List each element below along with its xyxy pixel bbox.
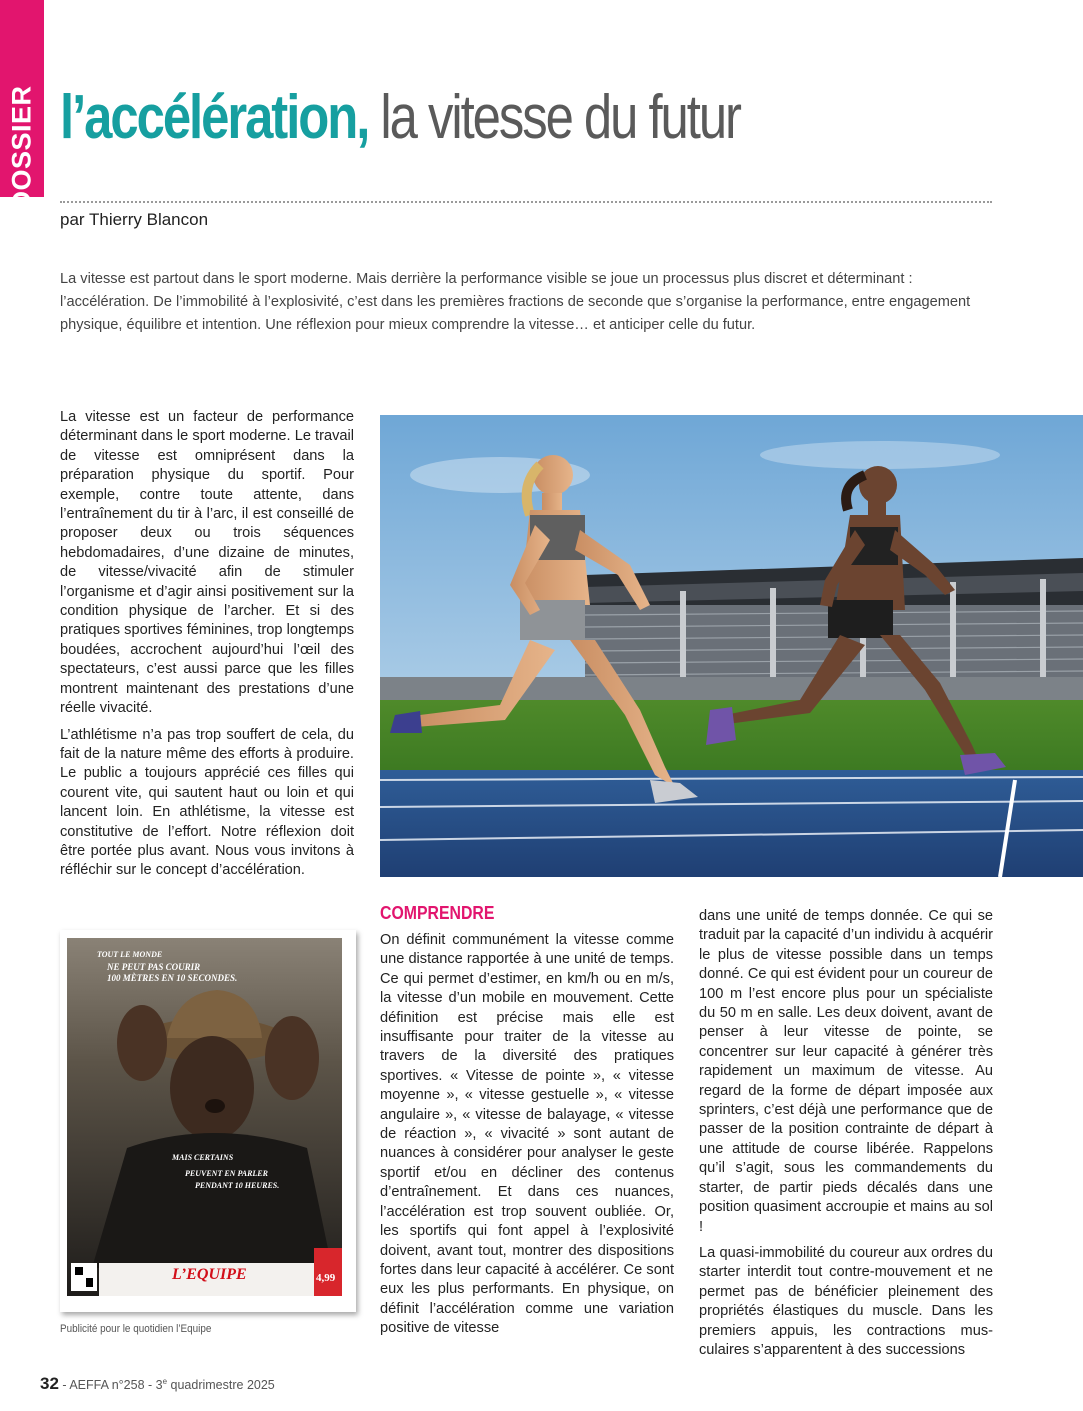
ad-mid-line-2: PEUVENT EN PARLER <box>185 1169 268 1178</box>
column-2-paragraph-1: On définit communément la vitesse comme une distance rapportée à une unité de temps. Ce qui permet d’estimer, en km/h ou en m/s, la vitesse d’un mobile en mouvement. Cette définition est précise mais elle est insuffisante pour traiter de la vitesse au travers de la diversité des pratiques sportives. « Vitesse de pointe », « vitesse moyenne », « vitesse gestuelle », « vitesse angulaire », « vitesse de balayage, « vitesse de réaction », « vivacité » sont autant de nuances à considérer pour analyser le geste sportif et/ou en décliner des contenus d’entraînement. Et dans ces nuances, l’accélération est trop souvent oubliée. Or, les sportifs qui font appel à l’explosivité doivent, avant tout, montrer des dispositions fortes dans leur capacité à accélérer. Ce sont eux les plus performants. En physique, on définit l’accélération comme une variation positive de vitesse <box>380 932 674 1337</box>
footer-issue-text: - AEFFA n°258 - 3 <box>58 1378 163 1392</box>
title-divider <box>60 201 992 203</box>
column-1-paragraph-2: L’athlétisme n’a pas trop souffert de cela, du fait de la nature même des efforts à produire. Le public a toujours apprécié ces filles qui courent vite, qui sautent haut ou loin et qui lancent loin. En athlétisme, la vitesse est constitutive de l’effort. Notre réflexion doit être portée plus avant. Nous vous invitons à réfléchir sur le concept d’accélération. <box>60 726 354 879</box>
ad-price: 4,99 <box>316 1272 336 1284</box>
column-3-paragraph-1: dans une unité de temps donnée. Ce qui se traduit par la capacité d’un individu à acquérir le plus de vitesse possible dans un temps donné. Ce qui est évident pour un coureur de 100 m l’est encore plus pour un spécialiste du 50 m en salle. Les deux doivent, avant de penser à leur vitesse de pointe, se concentrer sur leur capacité à générer très rapidement un maximum de vitesse. Au regard de la forme de départ imposée aux sprinters, c’est déjà une performance que de passer de la position contrainte de départ à une attitude de course libérée. Rappelons qu’il s’agit, sous les commandements du starter, de partir pieds décalés dans une position quasiment accroupie et mains au sol ! <box>699 908 993 1235</box>
ad-background-illustration <box>67 938 342 1296</box>
column-2 <box>380 931 674 1339</box>
article-title-rest: la vitesse du futur <box>368 83 740 152</box>
section-tag-label: DOSSIER <box>6 85 37 211</box>
page-footer <box>40 1374 275 1394</box>
equipe-advertisement <box>60 930 356 1312</box>
sprinters-photo-illustration <box>380 415 1083 877</box>
ad-top-line-3: 100 MÈTRES EN 10 SECONDES. <box>107 973 238 983</box>
byline: par Thierry Blancon <box>60 210 209 229</box>
column-1 <box>60 408 354 881</box>
article-title-accent: l’accélération, <box>60 83 369 152</box>
advertisement-image <box>67 938 342 1296</box>
column-1-paragraph-1: La vitesse est un facteur de performance déterminant dans le sport moderne. Le travail de vitesse est omniprésent dans la préparation physique du sportif. Pour exemple, contre toute attente, dans l’entraînement du tir à l’arc, il est conseillé de proposer deux ou trois séquences hebdomadaires, d’une dizaine de minutes, de vitesse/vivacité afin de stimuler l’organisme et d’agir ainsi positivement sur la condition physique de l’archer. Et si des pratiques sportives féminines, trop longtemps boudées, accrochent aujourd’hui l’œil des spectateurs, c’est aussi parce que les filles montrent maintenant des prestations d’une réelle vivacité. <box>60 409 354 717</box>
section-tag <box>0 0 44 211</box>
intro-paragraph: La vitesse est partout dans le sport moderne. Mais derrière la performance visible se joue un processus plus discret et déterminant : l’accélération. De l’immobilité à l’explosivité, c’est dans les premières fractions de seconde que s’organise la performance, entre engagement physique, équilibre et intention. Une réflexion pour mieux comprendre la vitesse… et anticiper celle du futur. <box>60 271 971 333</box>
section-heading: COMPRENDRE <box>380 903 495 923</box>
column-3-paragraph-2: La quasi-immobilité du coureur aux ordres du starter interdit tout contre-mouvement et ne permet pas de bénéficier pleinement des propriétés élastiques du muscle. Dans les premiers appuis, les contractions musculaires s’apparentent à des successions <box>699 1244 993 1358</box>
ad-top-line-1: TOUT LE MONDE <box>97 950 163 959</box>
sprinters-photo <box>380 415 1083 877</box>
footer-superscript: e <box>162 1376 168 1386</box>
footer-period-text: quadrimestre 2025 <box>167 1378 275 1392</box>
column-3 <box>699 907 993 1360</box>
ad-top-line-2: NE PEUT PAS COURIR <box>107 962 201 972</box>
ad-brand-logo: L’EQUIPE <box>172 1266 247 1283</box>
page-number: 32 <box>40 1374 59 1393</box>
ad-mid-line-3: PENDANT 10 HEURES. <box>195 1181 280 1190</box>
article-title <box>60 82 847 154</box>
ad-caption: Publicité pour le quotidien l’Equipe <box>60 1323 212 1335</box>
ad-mid-line-1: MAIS CERTAINS <box>172 1153 234 1162</box>
